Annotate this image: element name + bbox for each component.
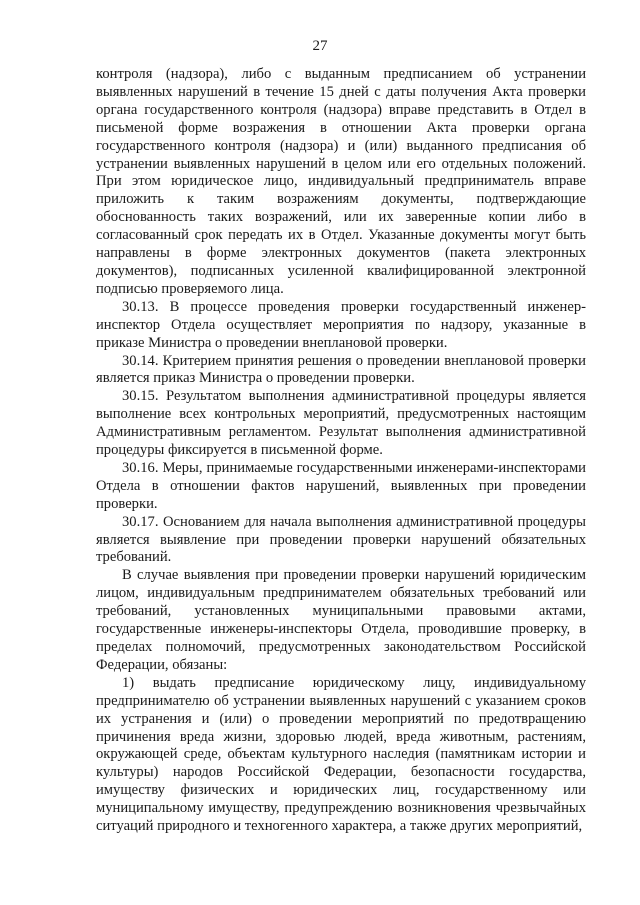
paragraph: 30.16. Меры, принимаемые государственными инженерами-инспекторами Отдела в отношении фактов нарушений, выявленных при проведении проверки. (96, 459, 586, 512)
page-number: 27 (312, 38, 328, 54)
paragraph: 30.14. Критерием принятия решения о проведении внеплановой проверки является приказ Министра о проведении проверки. (96, 352, 586, 387)
paragraph: 30.15. Результатом выполнения административной процедуры является выполнение всех контрольных мероприятий, предусмотренных настоящим Административным регламентом. Результат выполнения административной процедуры фиксируется в письменной форме. (96, 388, 586, 459)
paragraph: 1) выдать предписание юридическому лицу, индивидуальному предпринимателю об устранении выявленных нарушений с указанием сроков их устранения и (или) о проведении мероприятий по предотвращению причинения вреда жизни, здоровью людей, вреда животным, растениям, окружающей среде, объектам культурного наследия (памятникам истории и культуры) народов Российской Федерации, безопасности государства, имуществу физических и юридических лиц, государственному или муниципальному имуществу, предупреждению возникновения чрезвычайных ситуаций природного и техногенного характера, а также других мероприятий, (96, 674, 586, 835)
paragraph: 30.17. Основанием для начала выполнения административной процедуры является выявление при проведении проверки нарушений обязательных требований. (96, 513, 586, 566)
paragraph: 30.13. В процессе проведения проверки государственный инженер-инспектор Отдела осуществляет мероприятия по надзору, указанные в приказе Министра о проведении внеплановой проверки. (96, 298, 586, 351)
paragraph: контроля (надзора), либо с выданным предписанием об устранении выявленных нарушений в течение 15 дней с даты получения Акта проверки органа государственного контроля (надзора) вправе представить в Отдел в письменой форме возражения в отношении Акта проверки органа государственного контроля (надзора) и (или) выданного предписания об устранении выявленных нарушений в целом или его отдельных положений. При этом юридическое лицо, индивидуальный предприниматель вправе приложить к таким возражениям документы, подтверждающие обоснованность таких возражений, или их заверенные копии либо в согласованный срок передать их в Отдел. Указанные документы могут быть направлены в форме электронных документов (пакета электронных документов), подписанных усиленной квалифицированной электронной подписью проверяемого лица. (96, 66, 586, 297)
paragraph: В случае выявления при проведении проверки нарушений юридическим лицом, индивидуальным предпринимателем обязательных требований или требований, установленных муниципальными правовыми актами, государственные инженеры-инспекторы Отдела, проводившие проверку, в пределах полномочий, предусмотренных законодательством Российской Федерации, обязаны: (96, 567, 586, 673)
document-body (96, 66, 586, 836)
